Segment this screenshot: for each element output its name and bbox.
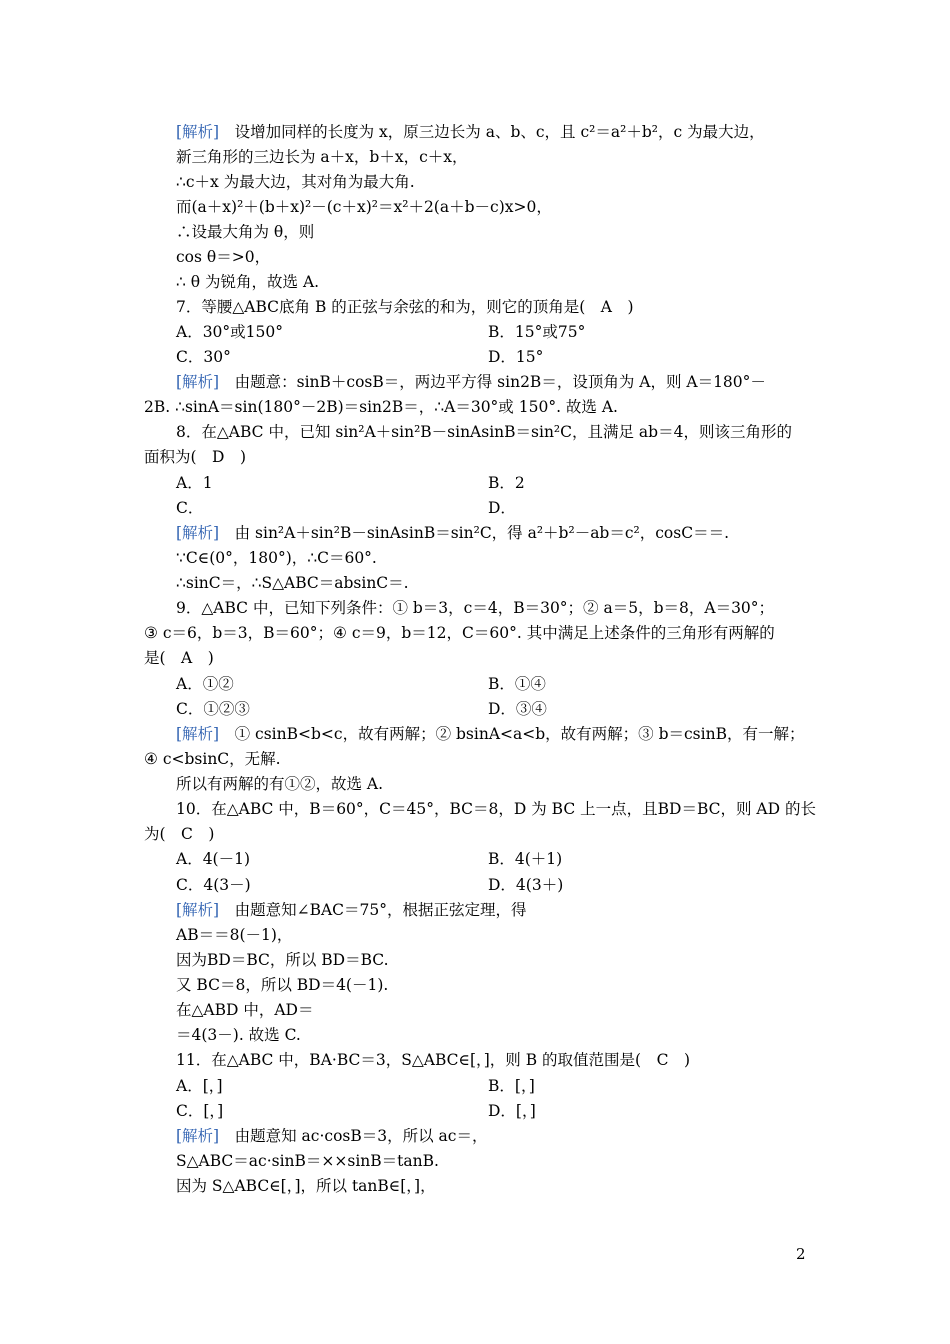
line-text: C．4(3－) bbox=[176, 876, 251, 894]
line-text: 由题意知∠BAC＝75°，根据正弦定理，得 bbox=[219, 901, 527, 919]
line-text: 7．等腰△ABC底角 B 的正弦与余弦的和为，则它的顶角是( A ) bbox=[176, 298, 634, 316]
page-number: 2 bbox=[796, 1245, 806, 1263]
analysis-tag: [解析] bbox=[176, 373, 220, 391]
line-text: ∵C∈(0°，180°)，∴C＝60°. bbox=[176, 549, 377, 567]
line-text: 为( C ) bbox=[144, 825, 215, 843]
line bbox=[176, 497, 203, 519]
line bbox=[176, 146, 468, 168]
line-text: AB＝＝8(－1)， bbox=[176, 926, 293, 944]
line-text: C．[，] bbox=[176, 1102, 224, 1120]
line bbox=[176, 1150, 439, 1172]
line bbox=[176, 572, 409, 594]
line bbox=[176, 171, 415, 193]
line bbox=[144, 622, 775, 644]
line-text: 因为BD＝BC，所以 BD＝BC. bbox=[176, 951, 389, 969]
line bbox=[176, 698, 250, 720]
line-text: 是( A ) bbox=[144, 649, 214, 667]
analysis-tag: [解析] bbox=[176, 901, 220, 919]
line-text: 9．△ABC 中，已知下列条件：① b＝3，c＝4，B＝30°；② a＝5，b＝8，A＝30°； bbox=[176, 599, 775, 617]
line-text: 由 sin²A＋sin²B－sinAsinB＝sin²C，得 a²＋b²－ab＝c²，cosC＝＝. bbox=[219, 524, 730, 542]
line-text: ∴sinC＝，∴S△ABC＝absinC＝. bbox=[176, 574, 409, 592]
line-text: ∴c＋x 为最大边，其对角为最大角. bbox=[176, 173, 415, 191]
line-text: 10．在△ABC 中，B＝60°，C＝45°，BC＝8，D 为 BC 上一点，且BD＝BC，则 AD 的长 bbox=[176, 800, 816, 818]
option-right: B．①④ bbox=[488, 675, 546, 693]
line-text: 设增加同样的长度为 x，原三边长为 a、b、c，且 c²＝a²＋b²，c 为最大边， bbox=[219, 123, 765, 141]
line bbox=[176, 196, 552, 218]
line-text: ∴设最大角为 θ，则 bbox=[176, 223, 315, 241]
line bbox=[144, 647, 214, 669]
line bbox=[176, 949, 389, 971]
line bbox=[176, 346, 231, 368]
line-text: ① csinB<b<c，故有两解；② bsinA<a<b，故有两解；③ b＝csinB，有一解； bbox=[219, 725, 805, 743]
option-right: D．③④ bbox=[488, 700, 547, 718]
line-text: 2B. ∴sinA＝sin(180°－2B)＝sin2B＝，∴A＝30°或 150°. 故选 A. bbox=[144, 398, 618, 416]
line-text: 面积为( D ) bbox=[144, 448, 247, 466]
line bbox=[176, 1125, 487, 1147]
line-text: C． bbox=[176, 499, 204, 517]
line bbox=[176, 472, 213, 494]
line bbox=[176, 246, 270, 268]
line-text: 所以有两解的有①②，故选 A. bbox=[176, 775, 384, 793]
line bbox=[176, 271, 319, 293]
analysis-tag: [解析] bbox=[176, 123, 220, 141]
line-text: A．①② bbox=[176, 675, 234, 693]
line-text: C．30° bbox=[176, 348, 231, 366]
line-text: ∴ θ 为锐角，故选 A. bbox=[176, 273, 320, 291]
line-text: 在△ABD 中，AD＝ bbox=[176, 1001, 314, 1019]
line bbox=[176, 999, 313, 1021]
line-text: cos θ＝>0， bbox=[176, 248, 271, 266]
line-text: A．1 bbox=[176, 474, 213, 492]
line bbox=[176, 421, 792, 443]
line-text: 而(a＋x)²＋(b＋x)²－(c＋x)²＝x²＋2(a＋b－c)x>0， bbox=[176, 198, 552, 216]
line-text: ④ c<bsinC，无解. bbox=[144, 750, 281, 768]
line bbox=[176, 547, 377, 569]
line-text: ＝4(3－). 故选 C. bbox=[176, 1026, 301, 1044]
line-text: 又 BC＝8，所以 BD＝4(－1). bbox=[176, 976, 389, 994]
line bbox=[144, 446, 246, 468]
line bbox=[144, 396, 618, 418]
analysis-tag: [解析] bbox=[176, 725, 220, 743]
line bbox=[176, 848, 250, 870]
line bbox=[176, 1024, 301, 1046]
line-text: A．[，] bbox=[176, 1077, 223, 1095]
line bbox=[176, 723, 804, 745]
line bbox=[144, 748, 281, 770]
option-right: B．4(＋1) bbox=[488, 850, 563, 868]
line bbox=[144, 823, 214, 845]
line bbox=[176, 1100, 223, 1122]
line bbox=[176, 296, 634, 318]
line-text: 由题意：sinB＋cosB＝，两边平方得 sin2B＝，设顶角为 A，则 A＝180°－ bbox=[219, 373, 766, 391]
line bbox=[176, 1075, 223, 1097]
option-right: B．[，] bbox=[488, 1077, 535, 1095]
analysis-tag: [解析] bbox=[176, 1127, 220, 1145]
line-text: A．4(－1) bbox=[176, 850, 251, 868]
line-text: A．30°或150° bbox=[176, 323, 284, 341]
option-right: D．4(3＋) bbox=[488, 876, 564, 894]
line bbox=[176, 1049, 690, 1071]
line bbox=[176, 221, 314, 243]
option-right: D．[，] bbox=[488, 1102, 536, 1120]
line bbox=[176, 798, 816, 820]
line-text: 新三角形的三边长为 a＋x，b＋x，c＋x， bbox=[176, 148, 468, 166]
line bbox=[176, 924, 292, 946]
line-text: 由题意知 ac·cosB＝3，所以 ac＝， bbox=[219, 1127, 488, 1145]
line-text: 8．在△ABC 中，已知 sin²A＋sin²B－sinAsinB＝sin²C，且满足 ab＝4，则该三角形的 bbox=[176, 423, 792, 441]
line-text: 因为 S△ABC∈[，]，所以 tanB∈[，]， bbox=[176, 1177, 436, 1195]
line bbox=[176, 673, 234, 695]
line-text: C．①②③ bbox=[176, 700, 250, 718]
option-right: D． bbox=[488, 499, 516, 517]
line bbox=[176, 121, 765, 143]
line bbox=[176, 597, 774, 619]
line bbox=[176, 371, 766, 393]
line bbox=[176, 773, 383, 795]
line-text: S△ABC＝ac·sinB＝××sinB＝tanB. bbox=[176, 1152, 439, 1170]
option-right: B．2 bbox=[488, 474, 525, 492]
line bbox=[176, 321, 283, 343]
option-right: D．15° bbox=[488, 348, 544, 366]
analysis-tag: [解析] bbox=[176, 524, 220, 542]
line bbox=[176, 522, 729, 544]
line bbox=[176, 899, 527, 921]
option-right: B．15°或75° bbox=[488, 323, 586, 341]
line bbox=[176, 974, 388, 996]
line-text: ③ c＝6，b＝3，B＝60°；④ c＝9，b＝12，C＝60°. 其中满足上述条件的三角形有两解的 bbox=[144, 624, 775, 642]
line bbox=[176, 1175, 436, 1197]
line-text: 11．在△ABC 中，BA·BC＝3，S△ABC∈[，]，则 B 的取值范围是( C ) bbox=[176, 1051, 690, 1069]
line bbox=[176, 874, 251, 896]
